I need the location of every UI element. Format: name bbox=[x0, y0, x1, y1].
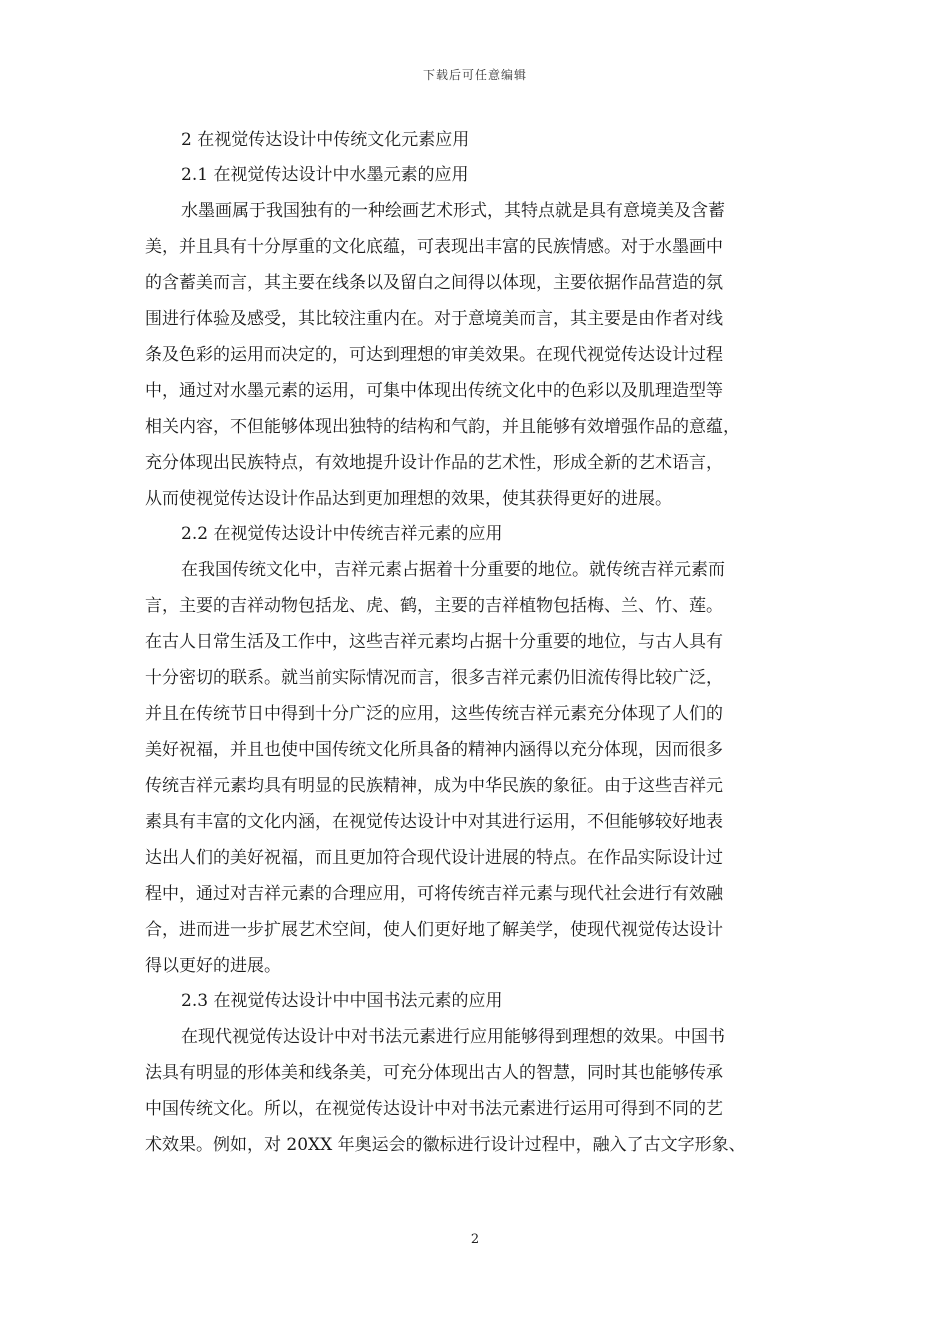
paragraph-line: 中，通过对水墨元素的运用，可集中体现出传统文化中的色彩以及肌理造型等 bbox=[145, 381, 723, 401]
paragraph-line: 美，并且具有十分厚重的文化底蕴，可表现出丰富的民族情感。对于水墨画中 bbox=[145, 237, 723, 257]
paragraph-line: 水墨画属于我国独有的一种绘画艺术形式，其特点就是具有意境美及含蓄 bbox=[181, 201, 725, 221]
paragraph-text bbox=[145, 193, 805, 517]
header-note: 下载后可任意编辑 bbox=[422, 68, 527, 82]
paragraph-line: 在我国传统文化中，吉祥元素占据着十分重要的地位。就传统吉祥元素而 bbox=[181, 560, 725, 580]
paragraph-line: 合，进而进一步扩展艺术空间，使人们更好地了解美学，使现代视觉传达设计 bbox=[145, 920, 723, 940]
paragraph-line: 相关内容，不但能够体现出独特的结构和气韵，并且能够有效增强作品的意蕴， bbox=[145, 417, 740, 437]
paragraph-line: 言，主要的吉祥动物包括龙、虎、鹤，主要的吉祥植物包括梅、兰、竹、莲。 bbox=[145, 596, 723, 616]
paragraph-line: 中国传统文化。所以，在视觉传达设计中对书法元素进行运用可得到不同的艺 bbox=[145, 1099, 723, 1119]
paragraph-line: 术效果。例如，对 20XX 年奥运会的徽标进行设计过程中，融入了古文字形象、 bbox=[145, 1135, 746, 1155]
section-heading: 2 在视觉传达设计中传统文化元素应用 bbox=[181, 130, 470, 150]
paragraph-text bbox=[145, 552, 805, 984]
paragraph-line: 条及色彩的运用而决定的，可达到理想的审美效果。在现代视觉传达设计过程 bbox=[145, 345, 723, 365]
paragraph-line: 法具有明显的形体美和线条美，可充分体现出古人的智慧，同时其也能够传承 bbox=[145, 1063, 723, 1083]
paragraph-line: 程中，通过对吉祥元素的合理应用，可将传统吉祥元素与现代社会进行有效融 bbox=[145, 884, 723, 904]
paragraph-line: 的含蓄美而言，其主要在线条以及留白之间得以体现，主要依据作品营造的氛 bbox=[145, 273, 723, 293]
paragraph-line: 充分体现出民族特点，有效地提升设计作品的艺术性，形成全新的艺术语言， bbox=[145, 453, 723, 473]
paragraph-line: 达出人们的美好祝福，而且更加符合现代设计进展的特点。在作品实际设计过 bbox=[145, 848, 723, 868]
paragraph-line: 得以更好的进展。 bbox=[145, 956, 281, 976]
paragraph-line: 美好祝福，并且也使中国传统文化所具备的精神内涵得以充分体现，因而很多 bbox=[145, 740, 723, 760]
document-body bbox=[145, 123, 805, 1163]
paragraph-line: 并且在传统节日中得到十分广泛的应用，这些传统吉祥元素充分体现了人们的 bbox=[145, 704, 723, 724]
subsection-heading-2-1: 2.1 在视觉传达设计中水墨元素的应用 bbox=[181, 165, 469, 185]
paragraph-calligraphy bbox=[145, 1019, 805, 1163]
paragraph-line: 从而使视觉传达设计作品达到更加理想的效果，使其获得更好的进展。 bbox=[145, 489, 672, 509]
paragraph-line: 传统吉祥元素均具有明显的民族精神，成为中华民族的象征。由于这些吉祥元 bbox=[145, 776, 723, 796]
paragraph-text bbox=[145, 1019, 805, 1163]
paragraph-auspicious bbox=[145, 552, 805, 984]
paragraph-line: 在古人日常生活及工作中，这些吉祥元素均占据十分重要的地位，与古人具有 bbox=[145, 632, 723, 652]
paragraph-line: 在现代视觉传达设计中对书法元素进行应用能够得到理想的效果。中国书 bbox=[181, 1027, 725, 1047]
subsection-heading-2-3: 2.3 在视觉传达设计中中国书法元素的应用 bbox=[181, 991, 503, 1011]
page-number: 2 bbox=[470, 1232, 480, 1247]
paragraph-line: 围进行体验及感受，其比较注重内在。对于意境美而言，其主要是由作者对线 bbox=[145, 309, 723, 329]
paragraph-line: 素具有丰富的文化内涵，在视觉传达设计中对其进行运用，不但能够较好地表 bbox=[145, 812, 723, 832]
paragraph-line: 十分密切的联系。就当前实际情况而言，很多吉祥元素仍旧流传得比较广泛， bbox=[145, 668, 723, 688]
paragraph-ink-wash bbox=[145, 193, 805, 517]
subsection-heading-2-2: 2.2 在视觉传达设计中传统吉祥元素的应用 bbox=[181, 524, 503, 544]
